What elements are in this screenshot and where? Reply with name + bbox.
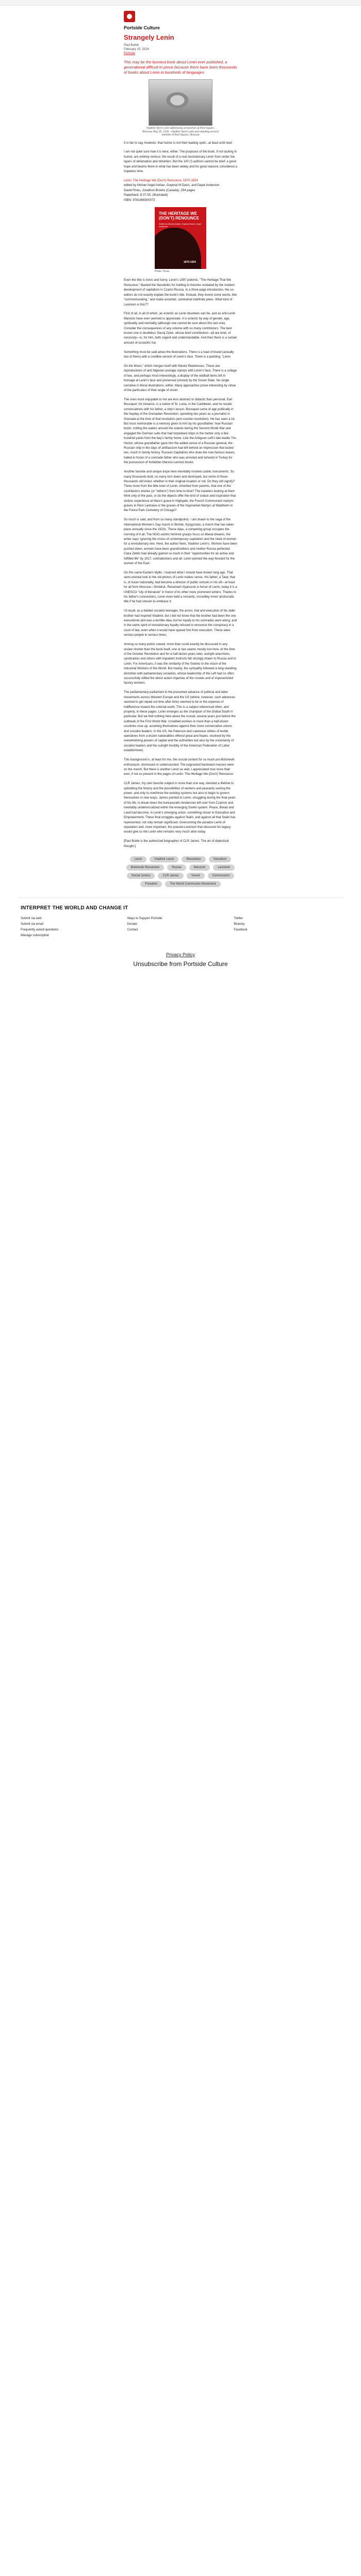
footer-link[interactable]: Twitter: [234, 917, 243, 921]
article-column: [124, 6, 237, 887]
article-lede: This may be the funniest book about Lenin ever published, a generational difficult to prove because there have been thousands of books about Lenin in hundreds of languages: [124, 60, 237, 75]
tag[interactable]: Social Justice: [127, 873, 155, 879]
tag[interactable]: Russia: [167, 865, 186, 871]
byline: [124, 43, 237, 56]
footer-link[interactable]: Submit via email: [21, 923, 44, 926]
book-cover-title: THE HERITAGE WE (DON'T) RENOUNCE: [159, 211, 199, 221]
author-bio: [Paul Buhle is the authorized biographer of CLR James. The art of dialectical thought.]: [124, 840, 229, 848]
tag[interactable]: Socialism: [209, 856, 232, 862]
footer-links: [21, 916, 340, 939]
tag[interactable]: Soviet: [187, 873, 205, 879]
tag[interactable]: Communism: [208, 873, 235, 879]
book-details: edited by Mohan Angel Adrian, Gaybrat M Davis, and Dayle Anderson David Pines, Jonathon Brooks (Canada), 254 pages Paperback: $ 37.00. (Illustrated) ISBN: 9781998300072: [124, 184, 220, 202]
portside-logo-icon[interactable]: [124, 11, 135, 22]
privacy-policy-link[interactable]: Privacy Policy: [166, 952, 195, 958]
footer-link[interactable]: Donate: [127, 923, 138, 926]
author: Paul Buhle: [124, 44, 139, 47]
source-link[interactable]: Portside: [124, 52, 136, 55]
tag[interactable]: The World Communist Movement: [165, 881, 220, 887]
paragraph: Something must be said about the illustrations. There is a load of brand (actually two of them) with a credible version of Lenin's face. There is a painting, "Lenin: [124, 350, 234, 359]
paragraph: First of all, in all of which, an eclectic as Lenin devotees can be, and as anti-Lenin Marxists have ever seemed to appreciate. It is eclectic by way of gender, age, spirituality and mentality (although one cannot be sure about this last one). Consider the consequences of any volume with so many contributors. The best known one is doubtless Slavoj Zizek, whose brief contribution—all are brief, of necessity—is, for him, both cogent and understandable. And then there is a certain amount of eccentric fun.: [124, 312, 237, 345]
photo-credit: Photo: Press: [155, 270, 170, 274]
footer-link[interactable]: Submit via web: [21, 917, 42, 921]
paragraph: It is fair to say, however, that humor is not their leading spirit...at least until now!: [124, 141, 233, 145]
tag[interactable]: Marxism: [189, 865, 210, 871]
footer-col-submit: [21, 916, 127, 939]
footer-heading: INTERPRET THE WORLD AND CHANGE IT: [21, 905, 128, 911]
photo-caption: Vladimir Ilyich Lenin addressing servicemen at Red Square, Moscow, May 25, 1919 - Vladimir Ilyich Lenin and standing second member of Red Square, Moscow: [142, 127, 219, 137]
tag[interactable]: Revolution: [182, 856, 205, 862]
paragraph: Another favorite and unique trope here inevitably involves public monuments. So many thousands built, so many torn down and destroyed, but some of those thousands still intact, whether in their original location or not. Do they still signify? Three more from the little town of Lenin, inherited from parents, that one of the contributors wishes (or "tethers") from time to time? The travelers looking at them think only of the past, or do the objects offer the kind of solace and inspiration that visitors experience at Marx's grave in Highgate, the French Communard martyrs' graves in Pere Lachaise or the graves of the Haymarket Martyrs at Waldheim in the Forest Park Cemetery of Chicago?: [124, 470, 236, 513]
tag[interactable]: Bolshevik Revolution: [126, 865, 165, 871]
paragraph: I'd recall, as a bolded socialist teenager, the arrest, trial and execution of his older brother had inspired Vladimir, but I did not know that the brother had been the one executioner plot was a terrible idea, but he loyally to his comrades went along, and in the same spirit of revolutionary loyalty refused to renounce the conspiracy in a court of law, even when it would have spared him from execution. These were serious people in serious times.: [124, 609, 237, 637]
paragraph: On this same Eastern Idyllic, I learned what I should have known long ago. That semi-oriental look in the old photos of Lenin makes sense. His father, a Tatar, that is, of Asian nationality, had become a director of public schools in his oft—at least for all from Moscow—Simbirsk. Renamed Ulyanovsk in honor of Lenin, today it is a UNESCO "city of literature" in honor of its other more prominent writers. Thanks to his father's connections, Lenin even held a romantic, incredibly minor aristocratic title if he had chosen to embrace it.: [124, 571, 237, 604]
footer-col-social: [234, 916, 340, 939]
paragraph: CLR James, my own favorite subject in more than one way, devoted a lifetime to upholding the history and the possibilities of workers and peasants seizing the power, and only to overthrow the existing systems but also to begin to govern themselves in new ways. James pointed to Lenin, struggling during the final years of his life, to break down the bureaucratic tendencies left over from Czarism and inevitably undemocratized within the emerging Soviet system. Peace, Bread and Land had become, in Lenin's emerging vision, something closer to Education and Empowerment. These final struggles against Stalin, and against all that Stalin has represented, not only remain significant. Overcoming the paradox Lenin of reputation and, more important, the pseudo-Leninism that obscured his legacy would give us the Lenin who remains very much alive today.: [124, 782, 236, 834]
article-title[interactable]: Strangely Lenin: [124, 33, 174, 41]
lenin-photo: [149, 79, 212, 126]
paragraph: The ones most enjoyable to me are less abstract or didactic than personal. Earl Bousquet, for instance, is a native of St. Lucia, in the Caribbean, and he recalls conversations with his father, a ship's bosun. Bousquet came of age politically in the heyday of the Grenadian Revolution, spending two years as a journalist in Grenada at the time of that revolution (and counter-revolution). He has seen a lot. But most memorable is a memory given to him by his grandfather: how Russian boots, trolling the waters around the islands during the Second World War and engaged the German subs that had torpedoed ships in the harbor only a few hundred yards from the bay's family home. Like the Antiguan Left's late leader Tim Hector, whose grandfather gave him the added sense of a Russian general, the Russian ship in the days of antifascism had left behind an impression that lasted two, much in family history. Russian Capitalists who draw the now famous leaves, hailed in honor of a comrade father who was arrested and tortured in Turkey for the possession of forbidden Marxist-Leninist books.: [124, 398, 236, 465]
footer-link[interactable]: Contact: [127, 928, 138, 932]
tag[interactable]: CLR James: [158, 873, 183, 879]
footer-link[interactable]: Facebook: [234, 928, 248, 932]
footer-link[interactable]: Frequently asked questions: [21, 928, 59, 932]
tag-list: [124, 856, 237, 887]
footer-link[interactable]: Bluesky: [234, 923, 245, 926]
unsubscribe-link[interactable]: Unsubscribe from Portside Culture: [133, 960, 228, 968]
paragraph: Among so many points sowed, more than could exactly be discussed in any review shorter than the book itself, one or two seems mostly lost here. At the time of the October Revolution and for a half-dozen years later, outright anarchists, syndicalists and others with impatient instincts felt strongly drawn to Russia and to Lenin. For Americans, it was the similarity of the Soviets to the vision of the Industrial Workers of the World. But mainly, the sympathy followed a long-standing distortion with parliamentary socialists, whose leadership of the Left had so often successfully stifled the direct action impulses of the crowds and of impoverished factory workers.: [124, 643, 237, 685]
footer-col-support: [127, 916, 234, 939]
paragraph: So much is said, and from so many standpoints. I am drawn to the saga of the International Women's Day march in Bishek, Kyrgyzstan, a march that has taken place annually since the 1920s. These days, a competing group occupies the morning of it all. The NGO-centric feminist groups focus on liberal dreams, the writer says, ignoring the crises of contemporary capitalism and the need of women for a revolutionary one. Here, the author feels, Vladimir Lenin's. Women have been pushed down, women have been grandmothers and mother Russia perfected. Clara Zetkin had already gained so much in their "opportunities for an active and fulfilled life" by 1917, contradictions and all. Lenin pointed the way forward for the women of the East.: [124, 518, 237, 565]
paragraph: I am not quite sure how it is here, either. The purposes of the book, if not lacking in humor, are entirely serious: the result of a real revolutionary Lenin from under the layers of defamation and distortion. But the 100 (!) authors cannot be brief; a good hope and beams there in what has been widely and for good reasons considered a hopeless time.: [124, 150, 237, 174]
tag[interactable]: Freedom: [140, 881, 162, 887]
book-cover-subtitle: Edited by Mohan Adrian, Gaybrat Davis, Dayle Anderson: [159, 223, 202, 228]
top-bar: [0, 0, 361, 6]
book-link[interactable]: Lenin: The Heritage We (Don't) Renounce, 1870-1924: [124, 179, 198, 182]
section-name[interactable]: Portside Culture: [124, 25, 160, 30]
footer-link[interactable]: Ways to Support Portside: [127, 917, 162, 921]
book-info: [124, 179, 237, 203]
footer-link[interactable]: Manage subscription: [21, 934, 50, 938]
paragraph: The parliamentary parliament in the presumed advance of political and labor movements across Western Europe and the US (where, however, such advances seemed to get wiped out time after time) seemed to be or the expense of indifference toward the colonial world. This is a subject referenced often, and properly, in these pages. Lenin emerges as the champion of the Global South in particular. But we find nothing here about the crucial, several years just before the outbreak of the First World War. Unskilled workers in more than a half-dozen countries rose up, asserting themselves against their more conservative unions and socialist leaders. In the US, the Paterson and Lawrence strikes of textile operatives from a dozen nationalities offered great and hopes, resolved by the overwhelming powers of capital and the authorities but also by the uncertainty of socialist leaders and the outright hostility of the American Federation of Labor establishment.: [124, 691, 236, 753]
paragraph: Even the title is ironic and funny. Lenin's 1897 polemic, "The Heritage That We Renounce," blasted the Narodniks for holding to theories outdated by the modern development of capitalism in Czarist Russia. In a three-page introduction, the co-editors do not exactly explain the book's title. Instead, they invent some words, like "commemorating," and make assorted, somewhat indefinite jokes. What kind of Leninism is this??: [124, 279, 237, 307]
date: February 15, 2024: [124, 48, 150, 51]
book-cover: [155, 207, 206, 269]
privacy-row: [0, 952, 361, 957]
book-cover-years: 1870-1924: [184, 261, 196, 264]
tag[interactable]: Vladimir Lenin: [150, 856, 178, 862]
tag[interactable]: Lenin: [130, 856, 147, 862]
tag[interactable]: Leninism: [213, 865, 235, 871]
paragraph: On the Moon," which merges itself with Maoist Realnesses. These are reproductions of and Nigerian postage stamps with Lenin's face. There is a collage of two, and perhaps most interestingly, a display of the oddball items left in homage at Lenin's face and preserved (stored) by the Soviet State. No single narrative in these illustrations, either. Many approaches prove interesting by virtue of the particulars of their angle of vision.: [124, 365, 237, 393]
paragraph: This background is, at least for me, the crucial context for so much pro-Bolshevik enthusiasm, dismissed or undercounted. The pugnacled backward masses were on the march. But there is another Lenin as well, I appreciated now more than ever, if not so present in the pages of Lenin: The Heritage We (Don't) Renounce.: [124, 758, 235, 776]
footer-divider: [18, 897, 343, 898]
